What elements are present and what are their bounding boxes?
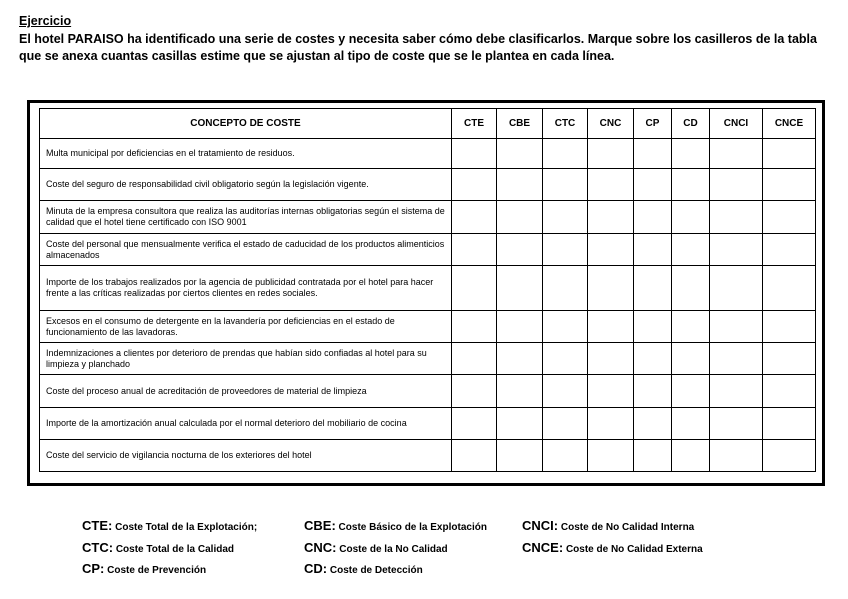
checkbox-cell-cp[interactable] xyxy=(634,311,672,343)
checkbox-cell-cp[interactable] xyxy=(634,375,672,408)
checkbox-cell-cp[interactable] xyxy=(634,440,672,472)
legend-description: Coste Total de la Explotación; xyxy=(112,522,258,533)
checkbox-cell-ctc[interactable] xyxy=(543,266,588,311)
legend-abbreviation: CNCE: xyxy=(522,540,564,555)
header-cnc: CNC xyxy=(588,109,634,139)
checkbox-cell-cnce[interactable] xyxy=(763,440,816,472)
checkbox-cell-cte[interactable] xyxy=(452,343,497,375)
legend-abbreviation: CNCI: xyxy=(522,518,559,533)
legend-abbreviation: CD: xyxy=(304,561,328,576)
exercise-heading: Ejercicio xyxy=(19,14,72,28)
checkbox-cell-cd[interactable] xyxy=(672,375,710,408)
cost-concept: Coste del personal que mensualmente verifica el estado de caducidad de los productos alimenticios almacenados xyxy=(40,234,452,266)
checkbox-cell-cnc[interactable] xyxy=(588,343,634,375)
header-cd: CD xyxy=(672,109,710,139)
legend-abbreviation: CP: xyxy=(82,561,105,576)
legend-abbreviation: CNC: xyxy=(304,540,337,555)
table-header-row xyxy=(40,109,816,139)
legend-description: Coste Total de la Calidad xyxy=(113,544,234,555)
checkbox-cell-cnce[interactable] xyxy=(763,234,816,266)
table-row xyxy=(40,311,816,343)
legend-item xyxy=(304,518,487,533)
checkbox-cell-cte[interactable] xyxy=(452,201,497,234)
checkbox-cell-cnc[interactable] xyxy=(588,139,634,169)
checkbox-cell-cnc[interactable] xyxy=(588,311,634,343)
checkbox-cell-ctc[interactable] xyxy=(543,201,588,234)
legend-item xyxy=(304,561,423,576)
checkbox-cell-cnc[interactable] xyxy=(588,266,634,311)
legend-description: Coste de Prevención xyxy=(104,565,207,576)
checkbox-cell-cp[interactable] xyxy=(634,201,672,234)
checkbox-cell-cbe[interactable] xyxy=(497,266,543,311)
header-cbe: CBE xyxy=(497,109,543,139)
legend-item xyxy=(82,518,257,533)
checkbox-cell-cnc[interactable] xyxy=(588,408,634,440)
checkbox-cell-cp[interactable] xyxy=(634,169,672,201)
table-row xyxy=(40,440,816,472)
checkbox-cell-ctc[interactable] xyxy=(543,440,588,472)
checkbox-cell-ctc[interactable] xyxy=(543,311,588,343)
checkbox-cell-cte[interactable] xyxy=(452,266,497,311)
cost-concept: Indemnizaciones a clientes por deterioro de prendas que habían sido confiadas al hotel para su limpieza y planchado xyxy=(40,343,452,375)
table-row xyxy=(40,139,816,169)
table-row xyxy=(40,343,816,375)
checkbox-cell-cnci[interactable] xyxy=(710,234,763,266)
checkbox-cell-ctc[interactable] xyxy=(543,169,588,201)
cost-concept: Coste del proceso anual de acreditación de proveedores de material de limpieza xyxy=(40,375,452,408)
checkbox-cell-cd[interactable] xyxy=(672,201,710,234)
checkbox-cell-cnci[interactable] xyxy=(710,139,763,169)
table-row xyxy=(40,375,816,408)
legend-description: Coste Básico de la Explotación xyxy=(335,522,487,533)
checkbox-cell-cnce[interactable] xyxy=(763,266,816,311)
checkbox-cell-cd[interactable] xyxy=(672,343,710,375)
checkbox-cell-cp[interactable] xyxy=(634,343,672,375)
checkbox-cell-cnci[interactable] xyxy=(710,408,763,440)
checkbox-cell-cnc[interactable] xyxy=(588,201,634,234)
checkbox-cell-cbe[interactable] xyxy=(497,169,543,201)
checkbox-cell-cnci[interactable] xyxy=(710,343,763,375)
checkbox-cell-cnc[interactable] xyxy=(588,234,634,266)
table-row xyxy=(40,408,816,440)
checkbox-cell-cnci[interactable] xyxy=(710,201,763,234)
header-cte: CTE xyxy=(452,109,497,139)
checkbox-cell-cbe[interactable] xyxy=(497,375,543,408)
checkbox-cell-cnc[interactable] xyxy=(588,440,634,472)
legend-abbreviation: CBE: xyxy=(304,518,336,533)
checkbox-cell-cbe[interactable] xyxy=(497,201,543,234)
header-cp: CP xyxy=(634,109,672,139)
table-row xyxy=(40,234,816,266)
checkbox-cell-cnce[interactable] xyxy=(763,343,816,375)
checkbox-cell-cd[interactable] xyxy=(672,234,710,266)
checkbox-cell-cnce[interactable] xyxy=(763,375,816,408)
cost-concept: Coste del servicio de vigilancia nocturna de los exteriores del hotel xyxy=(40,440,452,472)
checkbox-cell-cnce[interactable] xyxy=(763,201,816,234)
checkbox-cell-cte[interactable] xyxy=(452,169,497,201)
exercise-statement: El hotel PARAISO ha identificado una serie de costes y necesita saber cómo debe clasificarlos. Marque sobre los casilleros de la tabla que se anexa cuantas casillas estime que se ajustan al tipo de coste que se le plantea en cada línea. xyxy=(19,32,817,63)
legend-item xyxy=(304,540,448,555)
checkbox-cell-ctc[interactable] xyxy=(543,139,588,169)
checkbox-cell-cnci[interactable] xyxy=(710,169,763,201)
checkbox-cell-cbe[interactable] xyxy=(497,440,543,472)
checkbox-cell-cd[interactable] xyxy=(672,311,710,343)
legend-abbreviation: CTE: xyxy=(82,518,113,533)
checkbox-cell-ctc[interactable] xyxy=(543,408,588,440)
checkbox-cell-cte[interactable] xyxy=(452,139,497,169)
checkbox-cell-ctc[interactable] xyxy=(543,234,588,266)
legend-item xyxy=(522,540,703,555)
checkbox-cell-ctc[interactable] xyxy=(543,375,588,408)
checkbox-cell-cnce[interactable] xyxy=(763,311,816,343)
legend-description: Coste de No Calidad Externa xyxy=(563,544,703,555)
checkbox-cell-cp[interactable] xyxy=(634,408,672,440)
checkbox-cell-cnce[interactable] xyxy=(763,169,816,201)
checkbox-cell-cnc[interactable] xyxy=(588,169,634,201)
header-concepto: CONCEPTO DE COSTE xyxy=(40,109,452,139)
checkbox-cell-ctc[interactable] xyxy=(543,343,588,375)
legend-item xyxy=(82,540,234,555)
checkbox-cell-cd[interactable] xyxy=(672,266,710,311)
checkbox-cell-cte[interactable] xyxy=(452,408,497,440)
checkbox-cell-cnc[interactable] xyxy=(588,375,634,408)
legend-abbreviation: CTC: xyxy=(82,540,114,555)
checkbox-cell-cd[interactable] xyxy=(672,408,710,440)
legend-description: Coste de Detección xyxy=(327,565,423,576)
header-cnci: CNCI xyxy=(710,109,763,139)
cost-concept: Minuta de la empresa consultora que realiza las auditorías internas obligatorias según el sistema de calidad que el hotel tiene certificado con ISO 9001 xyxy=(40,201,452,234)
checkbox-cell-cnci[interactable] xyxy=(710,375,763,408)
cost-concept: Multa municipal por deficiencias en el tratamiento de residuos. xyxy=(40,139,452,169)
cost-concept: Excesos en el consumo de detergente en la lavandería por deficiencias en el estado de funcionamiento de las lavadoras. xyxy=(40,311,452,343)
checkbox-cell-cp[interactable] xyxy=(634,139,672,169)
checkbox-cell-cd[interactable] xyxy=(672,139,710,169)
cost-classification-table xyxy=(39,108,816,472)
cost-concept: Importe de la amortización anual calculada por el normal deterioro del mobiliario de cocina xyxy=(40,408,452,440)
checkbox-cell-cbe[interactable] xyxy=(497,311,543,343)
table-row xyxy=(40,201,816,234)
checkbox-cell-cbe[interactable] xyxy=(497,234,543,266)
checkbox-cell-cbe[interactable] xyxy=(497,139,543,169)
checkbox-cell-cnci[interactable] xyxy=(710,266,763,311)
checkbox-cell-cte[interactable] xyxy=(452,375,497,408)
checkbox-cell-cte[interactable] xyxy=(452,440,497,472)
legend-description: Coste de la No Calidad xyxy=(336,544,448,555)
checkbox-cell-cnci[interactable] xyxy=(710,311,763,343)
checkbox-cell-cp[interactable] xyxy=(634,234,672,266)
cost-concept: Importe de los trabajos realizados por la agencia de publicidad contratada por el hotel para hacer frente a las críticas realizadas por ciertos clientes en redes sociales. xyxy=(40,266,452,311)
legend-item xyxy=(522,518,694,533)
checkbox-cell-cnce[interactable] xyxy=(763,139,816,169)
checkbox-cell-cbe[interactable] xyxy=(497,408,543,440)
checkbox-cell-cd[interactable] xyxy=(672,440,710,472)
checkbox-cell-cte[interactable] xyxy=(452,234,497,266)
header-ctc: CTC xyxy=(543,109,588,139)
checkbox-cell-cnci[interactable] xyxy=(710,440,763,472)
legend-item xyxy=(82,561,206,576)
checkbox-cell-cd[interactable] xyxy=(672,169,710,201)
checkbox-cell-cbe[interactable] xyxy=(497,343,543,375)
cost-concept: Coste del seguro de responsabilidad civil obligatorio según la legislación vigente. xyxy=(40,169,452,201)
legend-description: Coste de No Calidad Interna xyxy=(558,522,695,533)
table-row xyxy=(40,266,816,311)
checkbox-cell-cp[interactable] xyxy=(634,266,672,311)
header-cnce: CNCE xyxy=(763,109,816,139)
checkbox-cell-cnce[interactable] xyxy=(763,408,816,440)
checkbox-cell-cte[interactable] xyxy=(452,311,497,343)
table-row xyxy=(40,169,816,201)
